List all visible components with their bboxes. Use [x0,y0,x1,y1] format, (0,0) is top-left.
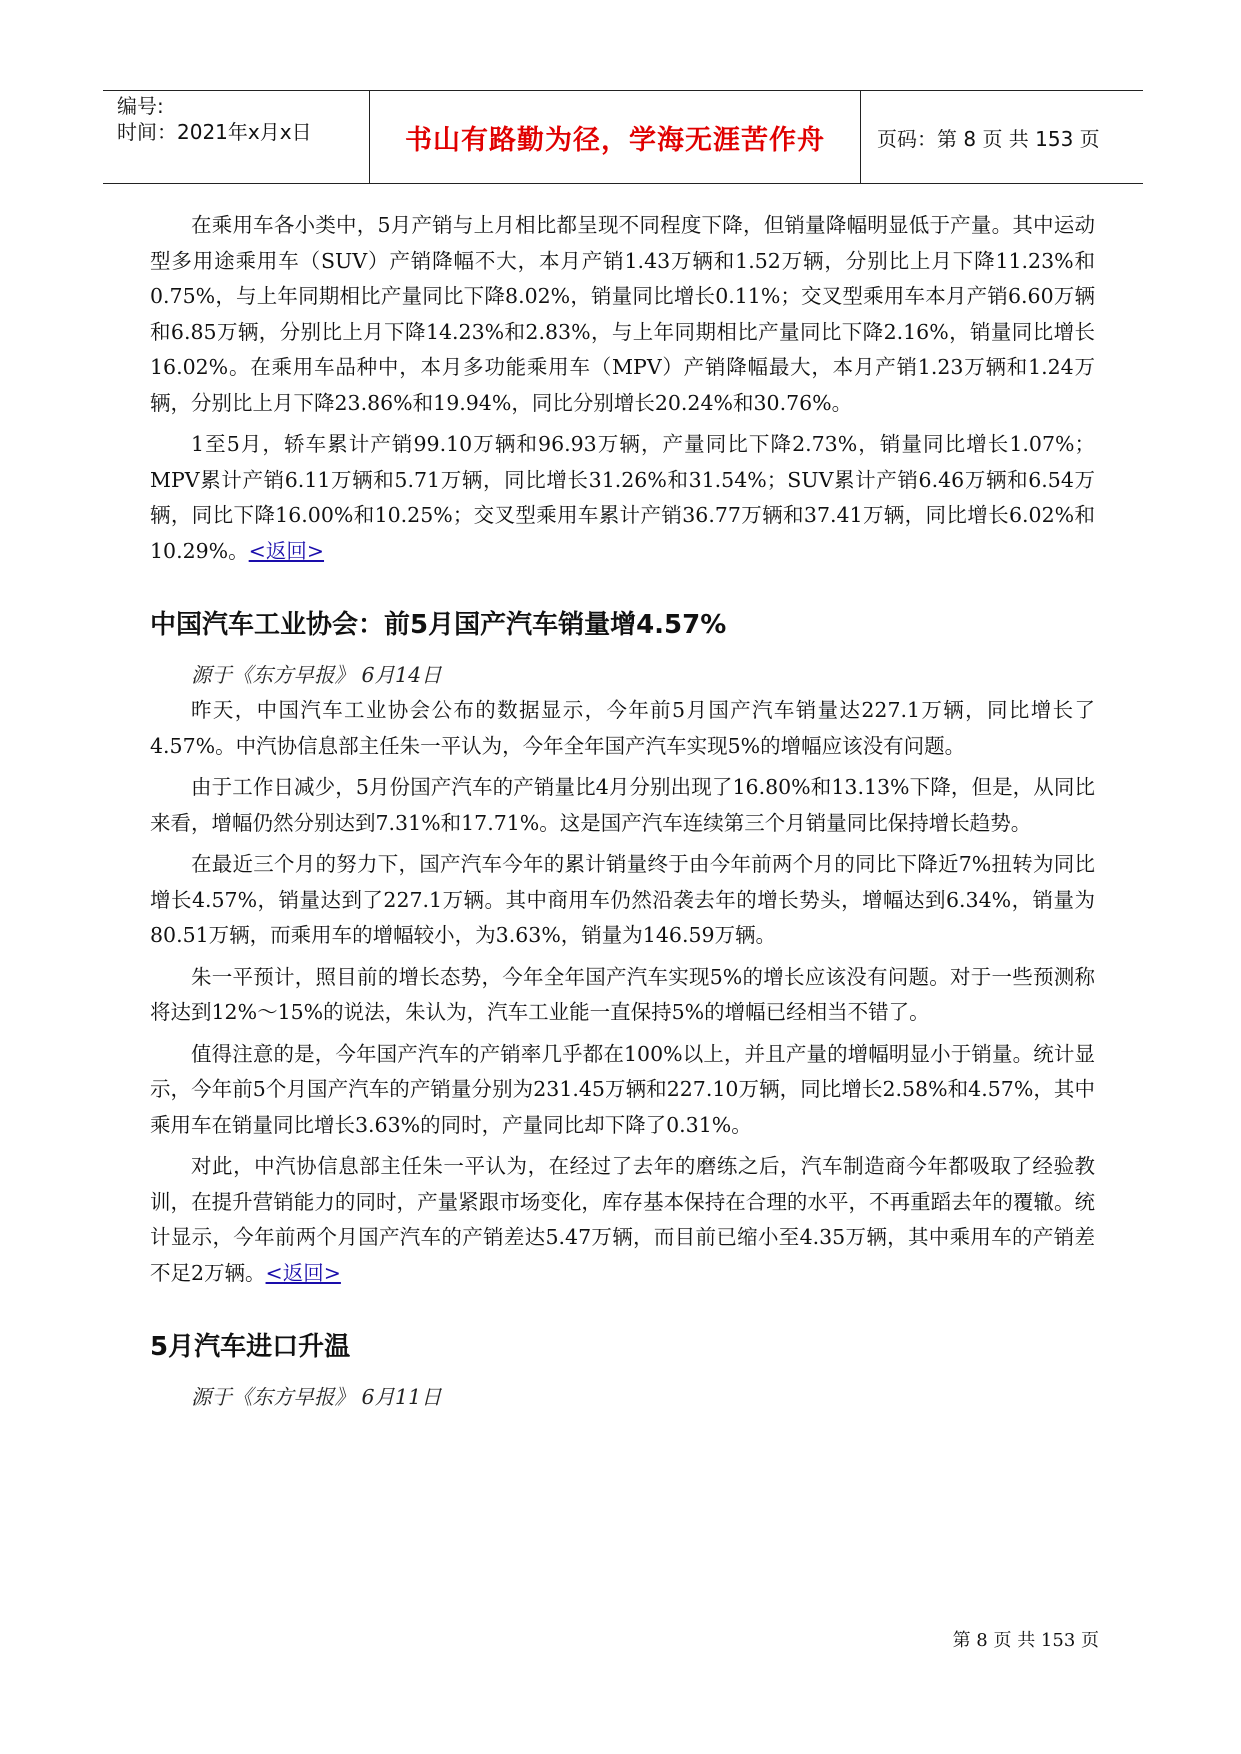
header-meta [103,91,370,183]
page-footer: 第 8 页 共 153 页 [952,1630,1099,1651]
paragraph: 在乘用车各小类中，5月产销与上月相比都呈现不同程度下降，但销量降幅明显低于产量。其中运动型多用途乘用车（SUV）产销降幅不大，本月产销1.43万辆和1.52万辆，分别比上月下降11.23%和0.75%，与上年同期相比产量同比下降8.02%，销量同比增长0.11%；交叉型乘用车本月产销6.60万辆和6.85万辆，分别比上月下降14.23%和2.83%，与上年同期相比产量同比下降2.16%，销量同比增长16.02%。在乘用车品种中，本月多功能乘用车（MPV）产销降幅最大，本月产销1.23万辆和1.24万辆，分别比上月下降23.86%和19.94%，同比分别增长20.24%和30.76%。 [150,213,1095,415]
paragraph: 昨天，中国汽车工业协会公布的数据显示，今年前5月国产汽车销量达227.1万辆，同比增长了4.57%。中汽协信息部主任朱一平认为，今年全年国产汽车实现5%的增幅应该没有问题。 [150,698,1095,758]
header-page-cell [861,91,1143,183]
header-motto: 书山有路勤为径，学海无涯苦作舟 [405,124,825,156]
header-time-label: 时间：2021年x月x日 [117,120,312,144]
back-link[interactable]: <返回> [248,538,325,563]
paragraph-text: 1至5月，轿车累计产销99.10万辆和96.93万辆，产量同比下降2.73%，销量同比增长1.07%；MPV累计产销6.11万辆和5.71万辆，同比增长31.26%和31.54%；SUV累计产销6.46万辆和6.54万辆，同比下降16.00%和10.25%；交叉型乘用车累计产销36.77万辆和37.41万辆，同比增长6.02%和10.29%。 [150,432,1095,563]
paragraph [150,1149,1095,1291]
back-link[interactable]: <返回> [265,1260,341,1285]
article-source: 源于《东方早报》 6月14日 [191,663,442,687]
header-page-info: 页码：第 8 页 共 153 页 [877,126,1100,151]
header-number-label: 编号: [117,94,164,118]
article-source: 源于《东方早报》 6月11日 [191,1385,442,1409]
paragraph: 在最近三个月的努力下，国产汽车今年的累计销量终于由今年前两个月的同比下降近7%扭转为同比增长4.57%，销量达到了227.1万辆。其中商用车仍然沿袭去年的增长势头，增幅达到6.34%，销量为80.51万辆，而乘用车的增幅较小，为3.63%，销量为146.59万辆。 [150,852,1095,947]
paragraph [150,427,1095,569]
header-motto-cell [370,91,861,183]
paragraph: 朱一平预计，照目前的增长态势，今年全年国产汽车实现5%的增长应该没有问题。对于一些预测称将达到12%～15%的说法，朱认为，汽车工业能一直保持5%的增幅已经相当不错了。 [150,964,1095,1024]
paragraph-text: 对此，中汽协信息部主任朱一平认为，在经过了去年的磨练之后，汽车制造商今年都吸取了经验教训，在提升营销能力的同时，产量紧跟市场变化，库存基本保持在合理的水平，不再重蹈去年的覆辙。统计显示，今年前两个月国产汽车的产销差达5.47万辆，而目前已缩小至4.35万辆，其中乘用车的产销差不足2万辆。 [150,1154,1095,1285]
article-title: 中国汽车工业协会：前5月国产汽车销量增4.57% [150,610,727,640]
article-title: 5月汽车进口升温 [150,1332,351,1362]
paragraph: 值得注意的是，今年国产汽车的产销率几乎都在100%以上，并且产量的增幅明显小于销量。统计显示，今年前5个月国产汽车的产销量分别为231.45万辆和227.10万辆，同比增长2.58%和4.57%，其中乘用车在销量同比增长3.63%的同时，产量同比却下降了0.31%。 [150,1041,1095,1137]
paragraph: 由于工作日减少，5月份国产汽车的产销量比4月分别出现了16.80%和13.13%下降，但是，从同比来看，增幅仍然分别达到7.31%和17.71%。这是国产汽车连续第三个月销量同比保持增长趋势。 [150,775,1095,835]
document-body [150,208,1095,1415]
page-header [103,90,1143,184]
